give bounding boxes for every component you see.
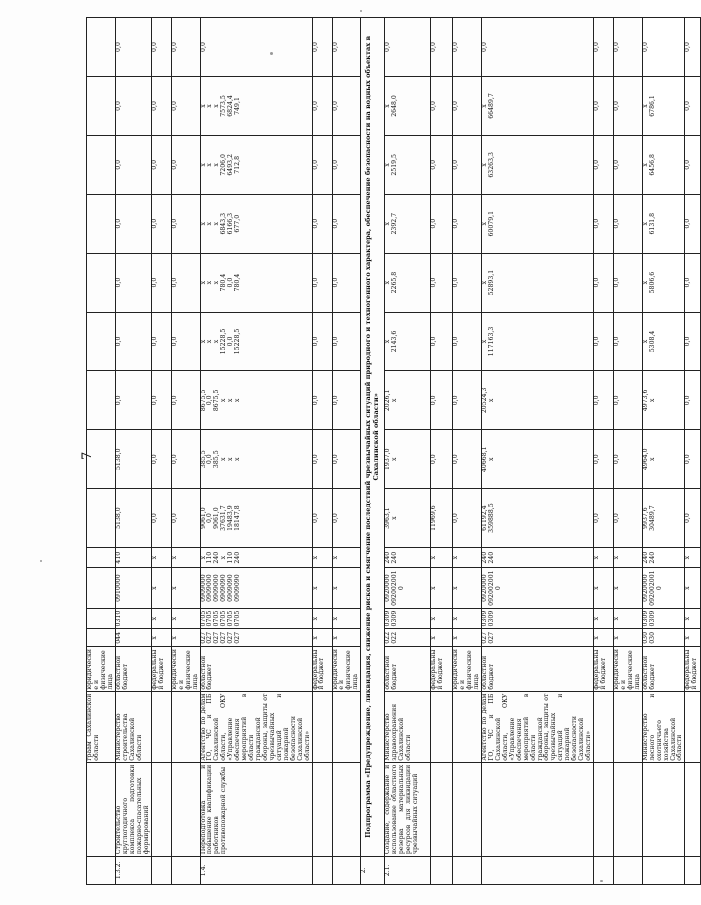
code-csr: 0920000 0920020010 [482,568,594,609]
table-body [87,18,701,885]
item-name [685,763,701,856]
table-row [453,18,482,885]
amount-cell [87,18,116,77]
code-csr: 0910000 [115,568,151,609]
amount-cell [87,77,116,136]
funding-source: федеральный бюджет [685,647,701,692]
funding-source: юридические и физические лица [614,647,643,692]
amount-cell: 0,0 [332,135,361,194]
code-rz: 0309 0309 [642,608,685,628]
amount-cell: 0,0 [685,77,701,136]
code-rz: 0309 0309 [385,608,431,628]
code-rz: 0310 [115,608,151,628]
code-csr: 0909000 0909000 0909000 0909090 0909090 0909090 [200,568,312,609]
code-vr: 410 [115,548,151,568]
amount-cell: 0,0 [431,253,453,312]
amount-cell: 0,0 [614,194,643,253]
amount-cell: 0,0 [453,371,482,430]
code-grbs: x [431,629,453,647]
code-csr: x [614,568,643,609]
amount-cell: x 2519,5 [385,135,431,194]
amount-cell: 0,0 [115,253,151,312]
amount-cell: 0,0 [312,430,332,489]
code-csr: x [431,568,453,609]
amount-cell: 0,0 [171,135,200,194]
amount-cell: x 117163,3 [482,312,594,371]
item-number [332,856,361,884]
amount-cell: 0,0 [614,430,643,489]
amount-cell [87,371,116,430]
executor: Агентство по делам ГО, ЧС и ПБ Сахалинской области, ОКУ «Управление обеспечения мероприятий в области гражданской обороны, защиты от чрезвычайных ситуаций и пожарной безопасности Сахалинской области» [199,693,311,761]
executor [614,692,643,763]
amount-cell: 0,0 [151,312,171,371]
table-row [171,18,200,885]
amount-cell: 0,0 [453,253,482,312]
executor: Министерство строительства Сахалинской области [115,692,151,763]
amount-cell: 0,0 [614,371,643,430]
amount-cell: 0,0 [453,489,482,548]
amount-cell: 0,0 [332,312,361,371]
amount-cell [87,489,116,548]
amount-cell: 0,0 [594,18,614,77]
executor: граам Сахалинской области [87,692,116,763]
executor [431,692,453,763]
amount-cell: x 5308,4 [642,312,685,371]
amount-cell: 0,0 [115,371,151,430]
item-number: 1.4. [200,856,312,884]
item-name [151,763,171,856]
item-name: Создание, содержание и использование областного резерва материальных ресурсов для ликвидации чрезвычайных ситуаций [385,763,431,856]
amount-cell: 0,0 [431,135,453,194]
amount-cell: 0,0 [312,18,332,77]
amount-cell: x 52893,1 [482,253,594,312]
funding-source: федеральный бюджет [431,647,453,692]
amount-cell: 0,0 [312,135,332,194]
code-grbs: x [614,629,643,647]
code-grbs: x [312,629,332,647]
amount-cell: 0,0 [332,430,361,489]
code-vr: x [312,548,332,568]
amount-cell: 0,0 [685,312,701,371]
amount-cell: 0,0 [312,77,332,136]
code-rz: x [332,608,361,628]
amount-cell: x x x 780,4 0,0 780,4 [200,253,312,312]
item-number [594,856,614,884]
item-name [312,763,332,856]
amount-cell: 0,0 [115,18,151,77]
item-number [453,856,482,884]
amount-cell: 0,0 [614,489,643,548]
table-row [332,18,361,885]
amount-cell: 0,0 [171,194,200,253]
table-row [200,18,312,885]
amount-cell: 5138,0 [115,489,151,548]
amount-cell: x 63263,3 [482,135,594,194]
amount-cell: 0,0 [482,18,594,77]
table-row [482,18,594,885]
code-rz: 0705 0705 0705 0705 0705 0705 [200,608,312,628]
amount-cell: 11969,6 [431,489,453,548]
executor [332,692,361,763]
code-grbs: x [171,629,200,647]
amount-cell: 0,0 [385,18,431,77]
code-rz [87,608,116,628]
amount-cell: 0,0 [685,430,701,489]
amount-cell: 0,0 [151,135,171,194]
amount-cell: 8675,5 0,0 8675,5 x x x [200,371,312,430]
page-number: 7 [80,451,95,460]
funding-source: юридические и физические лица [453,647,482,692]
code-csr: 0920000 0920020010 [642,568,685,609]
table-row [431,18,453,885]
item-name [614,763,643,856]
amount-cell: 0,0 [151,371,171,430]
code-grbs: 022 022 [385,629,431,647]
code-csr: x [151,568,171,609]
code-csr: x [453,568,482,609]
funding-source: областной бюджет [482,647,594,692]
amount-cell: 0,0 [614,253,643,312]
amount-cell: 0,0 [453,77,482,136]
amount-cell: x 2143,6 [385,312,431,371]
amount-cell: x 2392,7 [385,194,431,253]
amount-cell: x 6456,8 [642,135,685,194]
code-vr [87,548,116,568]
amount-cell: 0,0 [685,253,701,312]
executor [453,692,482,763]
funding-source: юридические и физические лица [87,647,116,692]
item-number [431,856,453,884]
code-grbs: 044 [115,629,151,647]
code-csr: x [332,568,361,609]
item-name [171,763,200,856]
amount-cell [87,312,116,371]
amount-cell: x 66489,7 [482,77,594,136]
amount-cell: 0,0 [594,77,614,136]
code-csr: x [594,568,614,609]
amount-cell: 0,0 [171,489,200,548]
code-csr: 0920000 0920020010 [385,568,431,609]
code-vr: x [171,548,200,568]
funding-source: областной бюджет [385,647,431,692]
amount-cell: 0,0 [151,489,171,548]
amount-cell: 0,0 [431,430,453,489]
amount-cell: 9937,6 30489,7 [642,489,685,548]
amount-cell: 0,0 [594,489,614,548]
amount-cell: 0,0 [332,371,361,430]
item-number [87,856,116,884]
code-vr: x [614,548,643,568]
code-grbs: 027 027 [482,629,594,647]
code-vr: 240 240 [482,548,594,568]
table-row [642,18,685,885]
code-rz: x [685,608,701,628]
amount-cell: 0,0 [151,253,171,312]
funding-source: юридические и физические лица [171,647,200,692]
amount-cell: 0,0 [171,18,200,77]
item-number [151,856,171,884]
amount-cell: x x x 15228,5 0,0 15228,5 [200,312,312,371]
amount-cell: 385,5 0,0 385,5 x x x [200,430,312,489]
item-name: Строительство круглогодичного комплекса подготовки пожарно-спасательных формирований [114,764,150,855]
section-number: 2. [361,856,385,884]
amount-cell: 0,0 [171,371,200,430]
code-vr: x 110 240 x 110 240 [200,548,312,568]
table-row [312,18,332,885]
item-name [332,763,361,856]
amount-cell: 0,0 [312,253,332,312]
amount-cell: 0,0 [685,489,701,548]
amount-cell [87,135,116,194]
funding-source: областной бюджет [642,647,685,692]
item-number [642,856,685,884]
code-vr: 240 240 [385,548,431,568]
item-name [642,763,685,856]
amount-cell: 0,0 [642,18,685,77]
code-grbs: x [594,629,614,647]
table-row [685,18,701,885]
code-rz: x [594,608,614,628]
amount-cell: 0,0 [312,194,332,253]
amount-cell: 0,0 [614,135,643,194]
amount-cell: x x x 7206,0 6493,2 712,8 [200,135,312,194]
amount-cell: 0,0 [171,253,200,312]
amount-cell: 0,0 [332,194,361,253]
executor: Министерство здравоохранения Сахалинской области [385,692,431,763]
item-name: Переподготовка и повышение квалификации работников противопожарной службы [200,763,312,856]
amount-cell: 0,0 [594,371,614,430]
code-grbs: x [332,629,361,647]
amount-cell: 0,0 [594,312,614,371]
amount-cell: x 6131,8 [642,194,685,253]
funding-source: федеральный бюджет [151,647,171,692]
item-number [482,856,594,884]
amount-cell: 9061,0 0,0 9061,0 37631,7 19483,9 18147,8 [200,489,312,548]
amount-cell: 0,0 [115,77,151,136]
item-number: 2.1. [385,856,431,884]
amount-cell: 0,0 [151,77,171,136]
amount-cell: 0,0 [431,77,453,136]
code-csr: x [171,568,200,609]
amount-cell: x 5806,6 [642,253,685,312]
amount-cell: 0,0 [151,430,171,489]
code-rz: x [312,608,332,628]
code-grbs: x [151,629,171,647]
section-title: Подпрограмма «Предупреждение, ликвидация, снижение рисков и смягчение последствий чрезвычайных ситуаций природного и техногенного характера, обеспечение безопасности на водных объектах в Сахалинской области» [361,18,385,857]
executor [151,692,171,763]
amount-cell: 20524,3 x [482,371,594,430]
amount-cell: 0,0 [171,77,200,136]
code-grbs [87,629,116,647]
amount-cell: x 2648,0 [385,77,431,136]
table-row [614,18,643,885]
amount-cell: 0,0 [594,253,614,312]
funding-source: областной бюджет [115,647,151,692]
amount-cell: 0,0 [685,194,701,253]
item-name [453,763,482,856]
code-vr: x [685,548,701,568]
amount-cell: 3963,1 x [385,489,431,548]
amount-cell: x 6786,1 [642,77,685,136]
code-vr: x [332,548,361,568]
amount-cell: 0,0 [453,430,482,489]
code-rz: x [171,608,200,628]
item-number: 1.3.2. [115,856,151,884]
amount-cell: 0,0 [614,77,643,136]
item-name [87,763,116,856]
amount-cell: 0,0 [332,18,361,77]
executor [312,692,332,763]
code-grbs: x [685,629,701,647]
amount-cell: 0,0 [594,430,614,489]
amount-cell: 0,0 [332,77,361,136]
amount-cell: 0,0 [431,371,453,430]
code-rz: 0309 0309 [482,608,594,628]
amount-cell: 0,0 [312,312,332,371]
item-number [171,856,200,884]
code-grbs: 027 027 027 027 027 027 [200,629,312,647]
item-number [312,856,332,884]
amount-cell: 2026,1 x [385,371,431,430]
executor: Министерство лесного и охотничьего хозяйства Сахалинской области [641,693,684,761]
executor [594,692,614,763]
amount-cell: 0,0 [685,18,701,77]
code-vr: x [151,548,171,568]
amount-cell: x x x 6843,3 6166,3 677,0 [200,194,312,253]
code-vr: 240 240 [642,548,685,568]
amount-cell: 0,0 [151,194,171,253]
code-rz: x [453,608,482,628]
amount-cell [87,430,116,489]
funding-source: федеральный бюджет [312,647,332,692]
amount-cell: 0,0 [332,489,361,548]
amount-cell: 0,0 [171,430,200,489]
budget-table [86,17,701,885]
amount-cell: 0,0 [312,489,332,548]
amount-cell: 4964,0 x [642,430,685,489]
item-name [431,763,453,856]
amount-cell: 0,0 [431,194,453,253]
item-number [685,856,701,884]
executor [171,692,200,763]
amount-cell: 0,0 [453,135,482,194]
amount-cell: 0,0 [453,312,482,371]
code-grbs: 030 030 [642,629,685,647]
item-name [594,763,614,856]
amount-cell: x 60079,1 [482,194,594,253]
amount-cell: x x x 7573,5 6824,4 749,1 [200,77,312,136]
code-vr: x [431,548,453,568]
table-row [385,18,431,885]
table-row [594,18,614,885]
executor [685,692,701,763]
amount-cell: 1937,0 x [385,430,431,489]
funding-source: федеральный бюджет [594,647,614,692]
item-name [482,763,594,856]
code-csr: x [685,568,701,609]
code-rz: x [151,608,171,628]
executor: Агентство по делам ГО, ЧС и ПБ Сахалинской области, ОКУ «Управление обеспечения мероприятий в области гражданской обороны, защиты от чрезвычайных ситуаций и пожарной безопасности Сахалинской области» [481,693,593,761]
amount-cell [87,253,116,312]
amount-cell: 0,0 [685,135,701,194]
code-grbs: x [453,629,482,647]
amount-cell: 0,0 [312,371,332,430]
code-vr: x [594,548,614,568]
code-csr: x [312,568,332,609]
table-row [361,18,385,885]
amount-cell: 5138,0 [115,430,151,489]
amount-cell: 0,0 [614,312,643,371]
amount-cell: 0,0 [332,253,361,312]
amount-cell: 40668,1 x [482,430,594,489]
amount-cell: 0,0 [431,18,453,77]
amount-cell: 0,0 [115,135,151,194]
amount-cell: 0,0 [453,194,482,253]
item-number [614,856,643,884]
amount-cell: 0,0 [151,18,171,77]
table-row [87,18,116,885]
amount-cell: 4973,6 x [642,371,685,430]
amount-cell: 0,0 [594,135,614,194]
amount-cell: 0,0 [171,312,200,371]
amount-cell: 0,0 [594,194,614,253]
code-rz: x [614,608,643,628]
code-vr: x [453,548,482,568]
table-row [151,18,171,885]
amount-cell: 0,0 [200,18,312,77]
amount-cell: 0,0 [115,312,151,371]
funding-source: юридические и физические лица [332,647,361,692]
amount-cell: 0,0 [115,194,151,253]
funding-source: областной бюджет [200,647,312,692]
code-csr [87,568,116,609]
amount-cell: 0,0 [685,371,701,430]
code-rz: x [431,608,453,628]
amount-cell: 0,0 [431,312,453,371]
amount-cell [87,194,116,253]
amount-cell: 61192,4 359888,5 [482,489,594,548]
table-row [115,18,151,885]
amount-cell: 0,0 [614,18,643,77]
amount-cell: 0,0 [453,18,482,77]
amount-cell: x 2265,8 [385,253,431,312]
